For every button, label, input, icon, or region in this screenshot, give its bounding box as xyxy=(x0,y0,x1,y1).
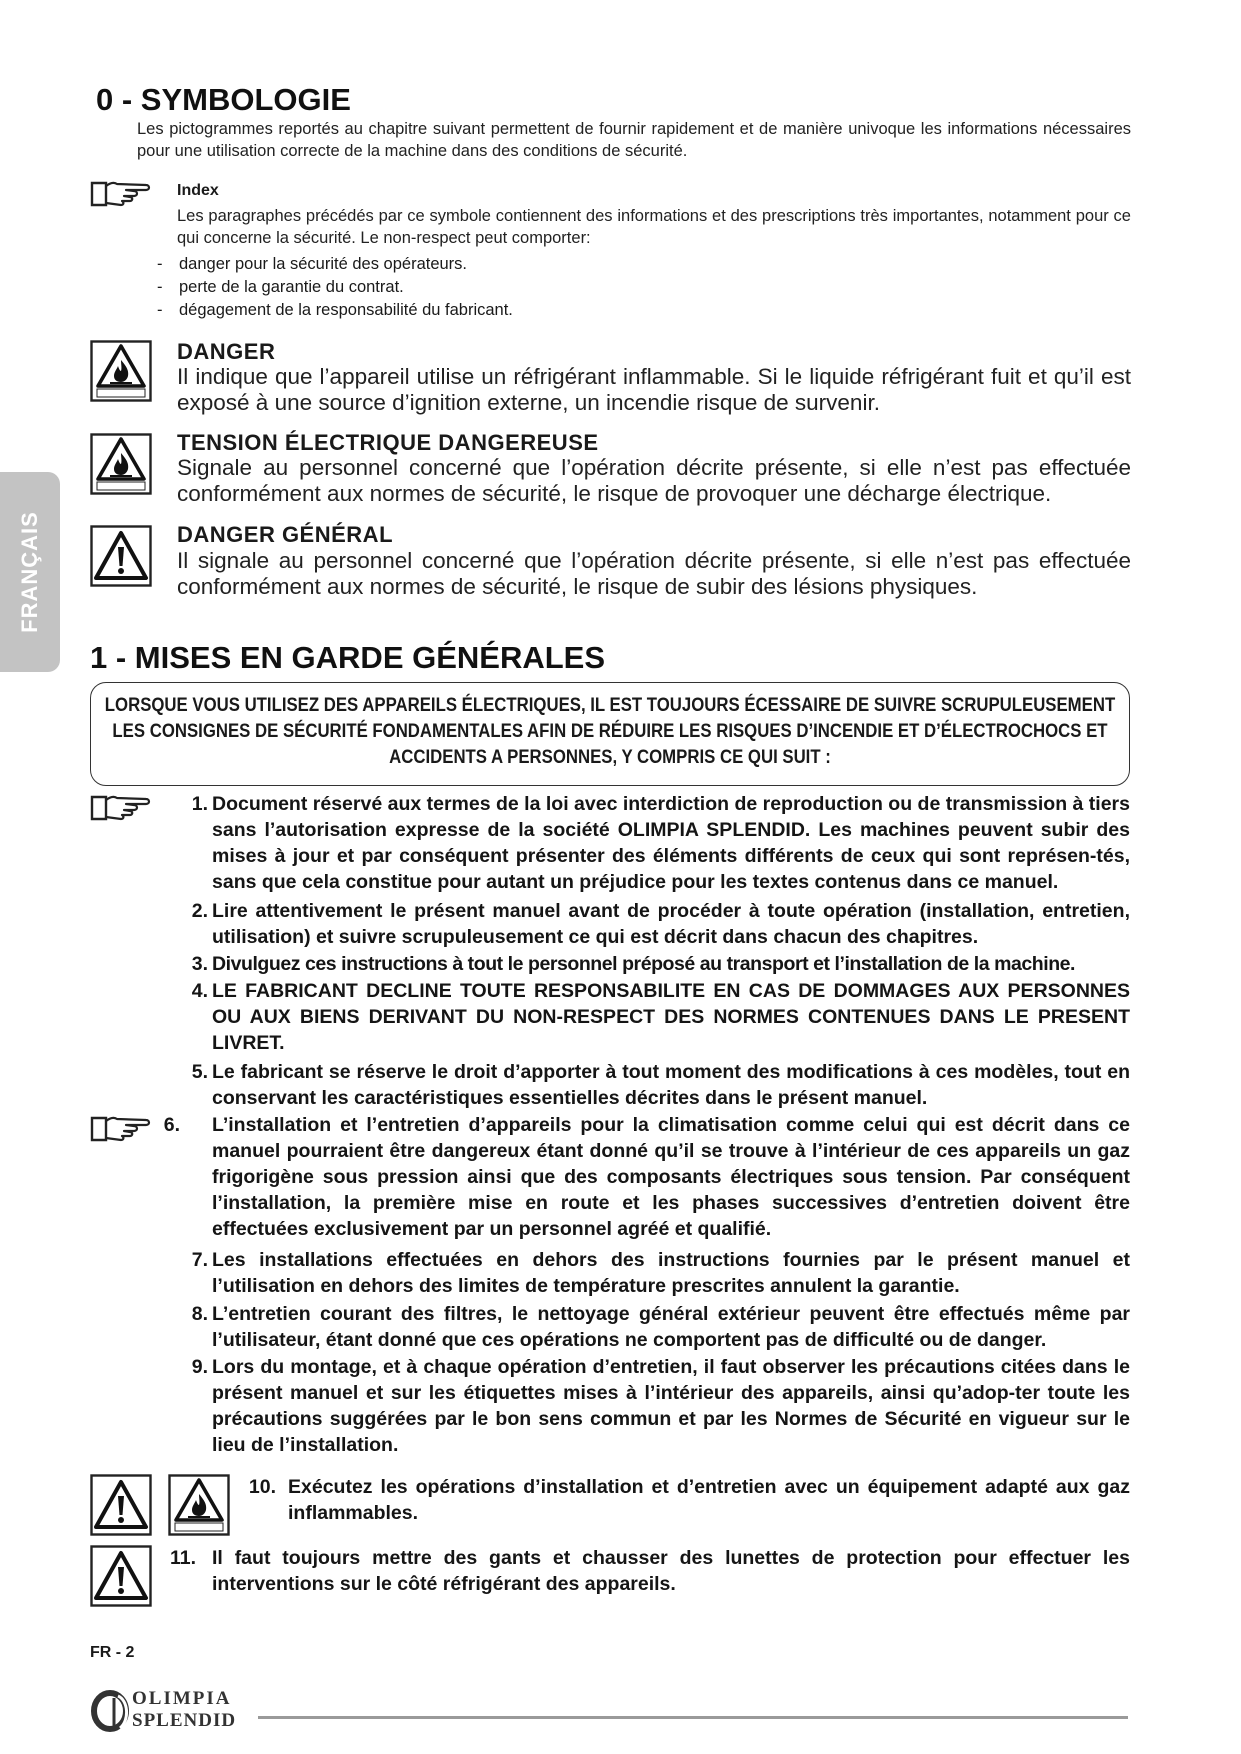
item-text: Lire attentivement le présent manuel avant de procéder à toute opération (installation, entretien, utilisation) et suivre scrupuleusement ce qui est décrit dans chacun des chapitres. xyxy=(212,900,1130,948)
item-number: 1. xyxy=(191,793,208,815)
item-number: 11. xyxy=(169,1547,196,1569)
item-number: 10. xyxy=(248,1476,276,1498)
logo-mark-icon xyxy=(90,1690,134,1732)
item-text: Exécutez les opérations d’installation et d’entretien avec un équipement adapté aux gaz inflammables. xyxy=(288,1476,1130,1524)
index-text: Les paragraphes précédés par ce symbole contiennent des informations et des prescriptions très importantes, notamment pour ce qui concerne la sécurité. Le non-respect peut comporter: xyxy=(177,207,1131,247)
item-number: 4. xyxy=(191,980,208,1002)
list-item xyxy=(160,791,1130,897)
item-text: Document réservé aux termes de la loi avec interdiction de reproduction ou de transmission à tiers sans l’autorisation expresse de la société OLIMPIA SPLENDID. Les machines peuvent subir des mises à jour et par conséquent présenter des éléments différents de ceux qui sont représen-tés, sans que cela constitue pour autant un préjudice pour les textes contenus dans ce manuel. xyxy=(212,793,1130,893)
item-number: 9. xyxy=(191,1356,208,1378)
language-tab-label: FRANÇAIS xyxy=(17,511,42,633)
item-number: 2. xyxy=(191,900,208,922)
electric-hazard-icon xyxy=(90,433,152,495)
section0-intro: Les pictogrammes reportés au chapitre suivant permettent de fournir rapidement et de manière univoque les informations nécessaires pour une utilisation correcte de la machine dans des conditions de sécurité. xyxy=(137,120,1131,160)
item-text: L’entretien courant des filtres, le nettoyage général extérieur peuvent être effectués même par l’utilisateur, étant donné que ces opérations ne comportent pas de difficulté ou de danger. xyxy=(212,1303,1130,1351)
item-number: 8. xyxy=(191,1303,208,1325)
list-item xyxy=(160,1301,1130,1353)
electric-title: TENSION ÉLECTRIQUE DANGEREUSE xyxy=(177,430,599,455)
list-item xyxy=(160,951,1130,977)
section1-title: 1 - MISES EN GARDE GÉNÉRALES xyxy=(90,640,606,675)
language-tab xyxy=(0,472,60,672)
item6-hand-icon xyxy=(90,1115,152,1143)
item1-hand-icon xyxy=(90,794,152,822)
item10-fire-icon xyxy=(168,1474,230,1536)
general-warning-icon xyxy=(90,525,152,587)
index-title: Index xyxy=(177,182,219,199)
general-danger-title: DANGER GÉNÉRAL xyxy=(177,522,394,547)
list-item xyxy=(160,978,1130,1058)
item-number: 5. xyxy=(191,1061,208,1083)
item-text: Le fabricant se réserve le droit d’apporter à tout moment des modifications à ces modèles, tout en conservant les caractéristiques essentielles décrites dans le présent manuel. xyxy=(212,1061,1130,1109)
list-item xyxy=(246,1474,1130,1526)
item-text: LE FABRICANT DECLINE TOUTE RESPONSABILITE EN CAS DE DOMMAGES AUX PERSONNES OU AUX BIENS DERIVANT DU NON-RESPECT DES NORMES CONTENUES DANS LE PRESENT LIVRET. xyxy=(212,980,1130,1054)
item-number: 6. xyxy=(163,1114,180,1136)
danger-text: Il indique que l’appareil utilise un réfrigérant inflammable. Si le liquide réfrigérant fuit et qu’il est exposé à une source d’ignition externe, un incendie risque de survenir. xyxy=(177,364,1131,415)
index-bullet: - perte de la garantie du contrat. xyxy=(157,276,1117,299)
general-warning-box xyxy=(90,682,1130,786)
olimpia-splendid-logo xyxy=(90,1688,260,1734)
logo-line1: OLIMPIA xyxy=(132,1688,232,1709)
item10-warning-icon xyxy=(90,1474,152,1536)
general-danger-text: Il signale au personnel concerné que l’opération décrite présente, si elle n’est pas effectuée conformément aux normes de sécurité, le risque de subir des lésions physiques. xyxy=(177,548,1131,599)
footer-rule xyxy=(258,1716,1128,1719)
danger-title: DANGER xyxy=(177,339,276,364)
item-number: 3. xyxy=(191,953,208,975)
list-item xyxy=(160,1059,1130,1111)
section0-title: 0 - SYMBOLOGIE xyxy=(96,82,351,117)
item-text: Divulguez ces instructions à tout le personnel préposé au transport et l’installation de la machine. xyxy=(212,953,1076,975)
item-text: L’installation et l’entretien d’appareils pour la climatisation comme celui qui est décrit dans ce manuel pourraient être dangereux étant donné qu’il se trouve à l’intérieur de ces appareils un gaz frigorigène sous pression ainsi que des composants électriques sous tension. Par conséquent l’installation, la première mise en route et les phases successives d’entretien doivent être effectuées exclusivement par un personnel agréé et qualifié. xyxy=(212,1114,1130,1240)
index-bullet: - dégagement de la responsabilité du fabricant. xyxy=(157,299,1117,322)
list-item xyxy=(160,1112,1130,1246)
general-warning-text: LORSQUE VOUS UTILISEZ DES APPAREILS ÉLECTRIQUES, IL EST TOUJOURS ÉCESSAIRE DE SUIVRE SCRUPULEUSEMENT LES CONSIGNES DE SÉCURITÉ FONDAMENTALES AFIN DE RÉDUIRE LES RISQUES D’INCENDIE ET D’ÉLECTROCHOCS ET ACCIDENTS A PERSONNES, Y COMPRIS CE QUI SUIT : xyxy=(104,694,1116,768)
item-text: Lors du montage, et à chaque opération d’entretien, il faut observer les précautions citées dans le présent manuel et sur les étiquettes mises à l’intérieur des appareils, ainsi qu’adop-ter toute les précautions suggérées par le bon sens commun et par les Normes de Sécurité en vigueur sur le lieu de l’installation. xyxy=(212,1356,1130,1456)
item-text: Les installations effectuées en dehors des instructions fournies par le présent manuel et l’utilisation en dehors des limites de température prescrites annulent la garantie. xyxy=(212,1249,1130,1297)
item11-warning-icon xyxy=(90,1545,152,1607)
fire-hazard-icon xyxy=(90,340,152,402)
index-bullets xyxy=(157,253,1117,322)
item-text: Il faut toujours mettre des gants et chausser des lunettes de protection pour effectuer les interventions sur le côté réfrigérant des appareils. xyxy=(212,1547,1130,1595)
page-number: FR - 2 xyxy=(90,1644,135,1661)
list-item xyxy=(160,1247,1130,1299)
index-bullet: - danger pour la sécurité des opérateurs. xyxy=(157,253,1117,276)
index-hand-icon xyxy=(90,180,152,208)
list-item xyxy=(160,1354,1130,1462)
logo-line2: SPLENDID xyxy=(132,1710,237,1731)
item-number: 7. xyxy=(191,1249,208,1271)
electric-text: Signale au personnel concerné que l’opération décrite présente, si elle n’est pas effectuée conformément aux normes de sécurité, le risque de provoquer une décharge électrique. xyxy=(177,455,1131,506)
list-item xyxy=(166,1545,1130,1597)
list-item xyxy=(160,898,1130,950)
